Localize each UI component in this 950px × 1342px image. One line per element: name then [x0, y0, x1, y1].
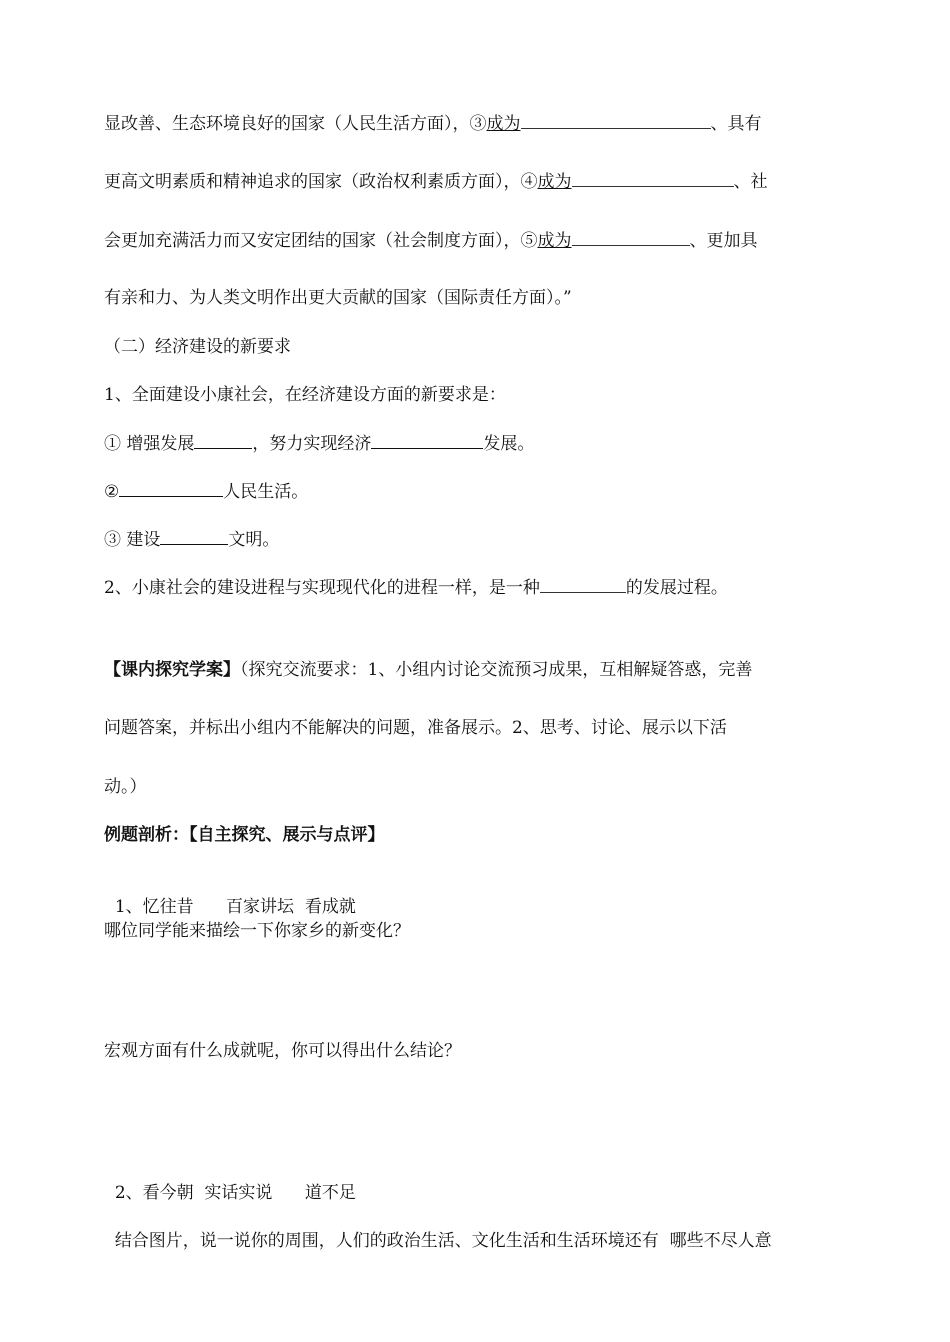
subsection-2	[104, 1157, 356, 1205]
answer-blank[interactable]	[160, 527, 228, 545]
text: 2、小康社会的建设进程与实现现代化的进程一样，是一种	[104, 578, 540, 598]
text: 1、忆往昔 百家讲坛 看成就	[114, 897, 356, 917]
answer-blank[interactable]	[119, 479, 223, 497]
answer-blank[interactable]	[540, 575, 626, 593]
paragraph-line-3	[104, 228, 758, 253]
inquiry-line-2	[104, 716, 727, 740]
text: 、更加具	[689, 231, 758, 251]
text: 更高文明素质和精神追求的国家（政治权利素质方面），④	[104, 172, 538, 192]
inquiry-line-3	[104, 775, 147, 799]
paragraph-line-4	[104, 286, 572, 310]
text: （二）经济建设的新要求	[104, 337, 291, 357]
text: 会更加充满活力而又安定团结的国家（社会制度方面），⑤	[104, 231, 538, 251]
text: ③ 建设	[104, 530, 161, 550]
answer-blank[interactable]	[572, 169, 734, 187]
text: 显改善、生态环境良好的国家（人民生活方面），③	[104, 114, 487, 134]
text: 文明。	[228, 530, 280, 550]
text: 宏观方面有什么成就呢，你可以得出什么结论？	[104, 1041, 461, 1061]
question-2	[104, 575, 728, 600]
text: 、具有	[710, 114, 762, 134]
inquiry-title: 【课内探究学案】	[104, 660, 240, 680]
text: 1、全面建设小康社会，在经济建设方面的新要求是：	[104, 385, 506, 405]
inquiry-line-1	[104, 658, 752, 682]
answer-blank[interactable]	[521, 111, 711, 129]
text: 人民生活。	[223, 482, 309, 502]
paragraph-line-2	[104, 169, 768, 194]
answer-blank[interactable]	[194, 431, 252, 449]
answer-blank[interactable]	[572, 228, 690, 246]
subsection-2-question	[104, 1205, 772, 1253]
text: 动。）	[104, 777, 147, 797]
answer-blank[interactable]	[371, 431, 483, 449]
text: 例题剖析：【自主探究、展示与点评】	[104, 825, 385, 845]
section-heading	[104, 335, 291, 359]
text: 的发展过程。	[625, 578, 728, 598]
text: ① 增强发展	[104, 434, 195, 454]
underlined-text: 成为	[537, 231, 572, 251]
underlined-text: 成为	[486, 114, 521, 134]
text: 有亲和力、为人类文明作出更大贡献的国家（国际责任方面）。”	[104, 288, 572, 308]
subsection-1	[104, 871, 356, 919]
text: 哪位同学能来描绘一下你家乡的新变化？	[104, 921, 410, 941]
text: 2、看今朝 实话实说 道不足	[114, 1183, 356, 1203]
subsection-1-question-2	[104, 1039, 461, 1063]
item-2	[104, 479, 308, 504]
text: （探究交流要求：1、小组内讨论交流预习成果，互相解疑答惑，完善	[240, 660, 753, 680]
text: 结合图片，说一说你的周围，人们的政治生活、文化生活和生活环境还有 哪些不尽人意	[114, 1231, 772, 1251]
example-heading	[104, 823, 385, 847]
text: 问题答案，并标出小组内不能解决的问题，准备展示。2、思考、讨论、展示以下活	[104, 718, 727, 738]
item-3	[104, 527, 279, 552]
subsection-1-question-1	[104, 919, 410, 943]
underlined-text: 成为	[537, 172, 572, 192]
text: ，努力实现经济	[252, 434, 372, 454]
text: 、社	[733, 172, 768, 192]
text: ②	[104, 482, 120, 502]
item-1	[104, 431, 534, 456]
paragraph-line-1	[104, 111, 762, 136]
text: 发展。	[483, 434, 535, 454]
question-1	[104, 383, 506, 407]
